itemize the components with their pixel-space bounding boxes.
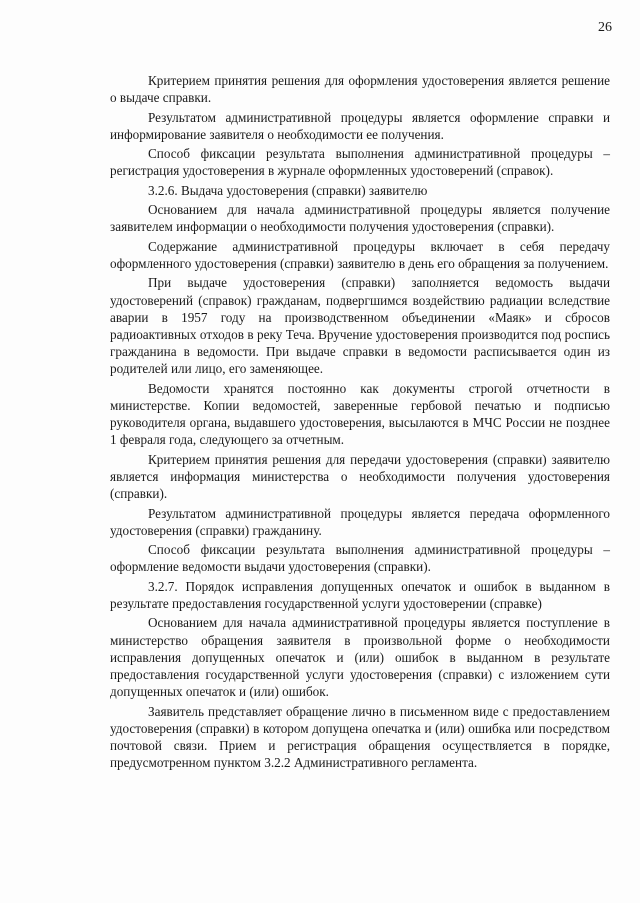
- paragraph: Результатом административной процедуры является передача оформленного удостоверения (справки) гражданину.: [110, 505, 610, 538]
- section-heading-3-2-7: 3.2.7. Порядок исправления допущенных опечаток и ошибок в выданном в результате предоставления государственной услуги удостоверении (справке): [110, 578, 610, 611]
- paragraph: Критерием принятия решения для оформления удостоверения является решение о выдаче справки.: [110, 73, 610, 106]
- paragraph: Результатом административной процедуры является оформление справки и информирование заявителя о необходимости ее получения.: [110, 109, 610, 142]
- paragraph: Ведомости хранятся постоянно как документы строгой отчетности в министерстве. Копии ведомостей, заверенные гербовой печатью и подписью руководителя органа, выдавшего удостоверения, высылаются в МЧС России не позднее 1 февраля года, следующего за отчетным.: [110, 380, 610, 448]
- section-heading-3-2-6: 3.2.6. Выдача удостоверения (справки) заявителю: [148, 182, 428, 198]
- paragraph: При выдаче удостоверения (справки) заполняется ведомость выдачи удостоверений (справок) гражданам, подвергшимся воздействию радиации вследствие аварии в 1957 году на производственном объединении «Маяк» и сбросов радиоактивных отходов в реку Теча. Вручение удостоверения производится под роспись гражданина в ведомости. При выдаче справки в ведомости расписывается один из родителей или лицо, его заменяющее.: [110, 275, 610, 377]
- page-number: 26: [598, 20, 612, 35]
- paragraph: Способ фиксации результата выполнения административной процедуры – регистрация удостоверения в журнале оформленных удостоверений (справок).: [110, 146, 610, 179]
- paragraph: Способ фиксации результата выполнения административной процедуры – оформление ведомости выдачи удостоверения (справки).: [110, 542, 610, 575]
- paragraph: Критерием принятия решения для передачи удостоверения (справки) заявителю является информация министерства о необходимости получения удостоверения (справки).: [110, 451, 610, 502]
- paragraph: Содержание административной процедуры включает в себя передачу оформленного удостоверения (справки) заявителю в день его обращения за получением.: [110, 238, 610, 271]
- body-text: [110, 72, 610, 774]
- paragraph: Заявитель представляет обращение лично в письменном виде с предоставлением удостоверения (справки) в котором допущена опечатка и (или) ошибка или посредством почтовой связи. Прием и регистрация обращения осуществляется в порядке, предусмотренном пунктом 3.2.2 Административного регламента.: [110, 703, 610, 771]
- paragraph: Основанием для начала административной процедуры является поступление в министерство обращения заявителя в произвольной форме о необходимости исправления допущенных опечаток и (или) ошибок в выданном в результате предоставления государственной услуги удостоверения (справки) с изложением сути допущенных опечаток и (или) ошибок.: [110, 615, 610, 700]
- paragraph: Основанием для начала административной процедуры является получение заявителем информации о необходимости получения удостоверения (справки).: [110, 202, 610, 235]
